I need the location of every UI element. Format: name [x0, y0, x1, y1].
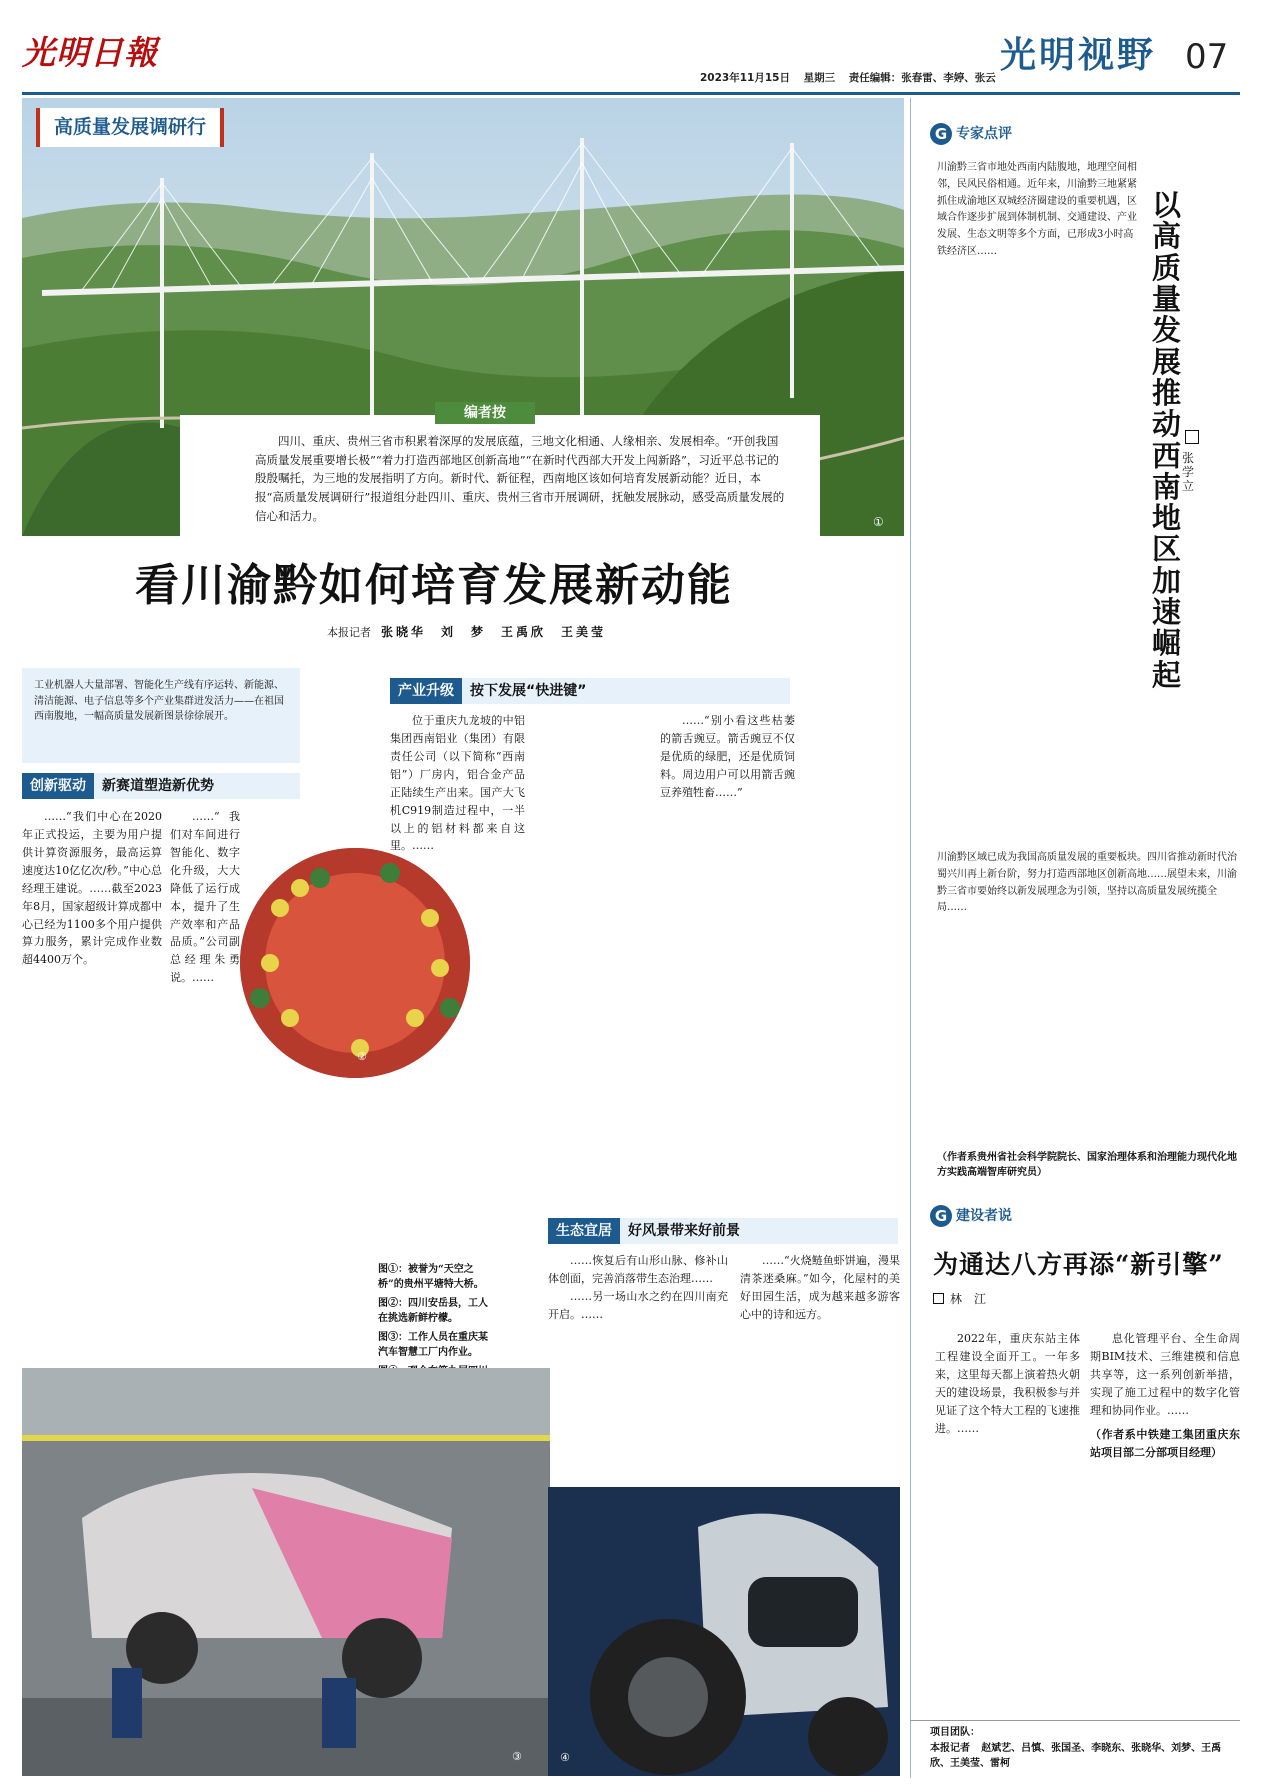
body-paragraph: ……“别小看这些枯萎的箭舌豌豆。箭舌豌豆不仅是优质的绿肥，还是优质饲料。周边用户可以用箭舌豌豆养殖牲畜……” [660, 714, 795, 799]
caption-2: 图②：四川安岳县，工人在挑选新鲜柠檬。 [378, 1298, 488, 1324]
team-label: 项目团队： [930, 1727, 980, 1738]
body-column-d [660, 712, 795, 802]
subhead-innovation [22, 773, 300, 799]
subhead-key: 产业升级 [390, 678, 462, 704]
builder-badge [930, 1205, 1012, 1228]
issue-info [700, 70, 1006, 87]
subhead-title: 好风景带来好前景 [628, 1223, 740, 1239]
car-factory-photo [22, 1368, 550, 1776]
responsible-editors: 责任编辑：张春雷、李婷、张云 [848, 72, 996, 84]
builder-column-2 [1090, 1330, 1240, 1461]
footer-rule [910, 1720, 1240, 1721]
subhead-key: 创新驱动 [22, 773, 94, 799]
photo-number-2: ② [357, 1050, 367, 1063]
body-column-a [22, 808, 162, 969]
body-column-c [390, 712, 525, 855]
expert-text-1: 川渝黔三省市地处西南内陆腹地，地理空间相邻，民风民俗相通。近年来，川渝黔三地紧紧抓住成渝地区双城经济圈建设的重要机遇，区域合作逐步扩展到体制机制、交通建设、产业发展、生态文明等多个方面，已形成3小时高铁经济区…… [937, 162, 1137, 257]
subhead-title: 新赛道塑造新优势 [102, 778, 214, 794]
expert-author: 张学立 [1182, 451, 1195, 493]
g-icon: G [930, 123, 952, 145]
body-paragraph: ……“火烧鲢鱼虾饼遍，漫果清茶迷桑麻。”如今，化屋村的美好田园生活，成为越来越多游客心中的诗和远方。 [740, 1254, 900, 1321]
subhead-key: 生态宜居 [548, 1218, 620, 1244]
expert-badge [930, 123, 1012, 146]
series-tag: 高质量发展调研行 [36, 108, 224, 147]
body-paragraph: ……“我们对车间进行智能化、数字化升级，大大降低了运行成本，提升了生产效率和产品品质。”公司副总经理朱勇说。…… [170, 810, 240, 985]
body-paragraph: ……另一场山水之约在四川南充开启。…… [548, 1289, 728, 1321]
author-box-icon [933, 1293, 944, 1304]
builder-column-1 [935, 1330, 1080, 1438]
byline-prefix: 本报记者 [327, 626, 371, 639]
team-line [930, 1741, 1240, 1772]
section-title: 光明视野 [1000, 34, 1157, 76]
builder-title: 为通达八方再添“新引擎” [933, 1250, 1224, 1279]
expert-badge-label: 专家点评 [956, 126, 1012, 142]
article-byline [327, 623, 606, 642]
article-lead: 工业机器人大量部署、智能化生产线有序运转、新能源、清洁能源、电子信息等多个产业集群迸发活力——在祖国西南腹地，一幅高质量发展新图景徐徐展开。 [22, 668, 300, 763]
photo-number-4: ④ [560, 1751, 570, 1764]
issue-date: 2023年11月15日 [700, 72, 790, 84]
issue-weekday: 星期三 [803, 72, 836, 84]
byline-reporters: 张晓华 刘 梦 王禹欣 王美莹 [381, 625, 607, 639]
body-column-b [170, 808, 240, 987]
body-paragraph: 位于重庆九龙坡的中铝集团西南铝业（集团）有限责任公司（以下简称“西南铝”）厂房内，铝合金产品正陆续生产出来。国产大飞机C919制造过程中，一半以上的铝材料都来自这里。…… [390, 714, 525, 853]
article-headline: 看川渝黔如何培育发展新动能 [135, 560, 733, 611]
expert-author-note: （作者系贵州省社会科学院院长、国家治理体系和治理能力现代化地方实践高端智库研究员） [937, 1152, 1237, 1178]
author-box-icon [1185, 430, 1199, 444]
subhead-industry [390, 678, 790, 704]
team-names: 赵斌艺、吕慎、张国圣、李晓东、张晓华、刘梦、王禹欣、王美莹、雷柯 [930, 1742, 1222, 1769]
subhead-ecology [548, 1218, 898, 1244]
page-number: 07 [1185, 37, 1229, 77]
body-paragraph: 2022年，重庆东站主体工程建设全面开工。一年多来，这里每天都上演着热火朝天的建设场景，我积极参与并见证了这个特大工程的飞速推进。…… [935, 1332, 1080, 1435]
project-team [930, 1725, 1240, 1772]
expert-title: 以高质量发展推动西南地区加速崛起 [1152, 188, 1182, 692]
photo-number-1: ① [873, 515, 884, 529]
body-paragraph: 息化管理平台、全生命周期BIM技术、三维建模和信息共享等，这一系列创新举措，实现了施工过程中的数字化管理和协同作业。…… [1090, 1332, 1240, 1417]
column-divider [910, 98, 911, 1778]
expert-text-2: 川渝黔区域已成为我国高质量发展的重要板块。四川省推动新时代治蜀兴川再上新台阶，努力打造西部地区创新高地……展望未来，川渝黔三省市要始终以新发展理念为引领，坚持以高质量发展统揽全局…… [937, 852, 1237, 914]
agri-machine-photo [548, 1487, 900, 1776]
builder-author-name: 林 江 [950, 1292, 987, 1306]
builder-author-note: （作者系中铁建工集团重庆东站项目部二分部项目经理） [1090, 1427, 1240, 1459]
body-paragraph: ……恢复后有山形山脉、修补山体创面，完善消落带生态治理…… [548, 1254, 728, 1285]
body-paragraph: ……“我们中心在2020年正式投运，主要为用户提供计算资源服务，最高运算速度达10亿亿次/秒。”中心总经理王建说。……截至2023年8月，国家超级计算成都中心已经为1100多个用户提供算力服务，累计完成作业数超4400万个。 [22, 810, 162, 967]
team-role: 本报记者 [930, 1742, 970, 1754]
caption-3: 图③：工作人员在重庆某汽车智慧工厂内作业。 [378, 1332, 488, 1358]
newspaper-logo: 光明日報 [22, 33, 158, 72]
subhead-title: 按下发展“快进键” [470, 683, 587, 699]
body-column-e [548, 1252, 728, 1324]
body-column-f [740, 1252, 900, 1324]
g-icon: G [930, 1205, 952, 1227]
editor-note-text: 四川、重庆、贵州三省市积累着深厚的发展底蕴，三地文化相通、人缘相亲、发展相牵。“开创我国高质量发展重要增长极”“着力打造西部地区创新高地”“在新时代西部大开发上闯新路”，习近平总书记的殷殷嘱托，为三地的发展指明了方向。新时代、新征程，西南地区该如何培育发展新动能？近日，本报“高质量发展调研行”报道组分赴四川、重庆、贵州三省市开展调研，抚触发展脉动，感受高质量发展的信心和活力。 [255, 434, 785, 523]
lemon-workers-photo [240, 848, 470, 1078]
photo-number-3: ③ [512, 1750, 522, 1763]
builder-badge-label: 建设者说 [956, 1208, 1012, 1224]
masthead-rule [22, 92, 1240, 95]
editor-note-title: 编者按 [435, 402, 535, 424]
caption-1: 图①：被誉为“天空之桥”的贵州平塘特大桥。 [378, 1264, 484, 1290]
builder-author [933, 1290, 986, 1309]
